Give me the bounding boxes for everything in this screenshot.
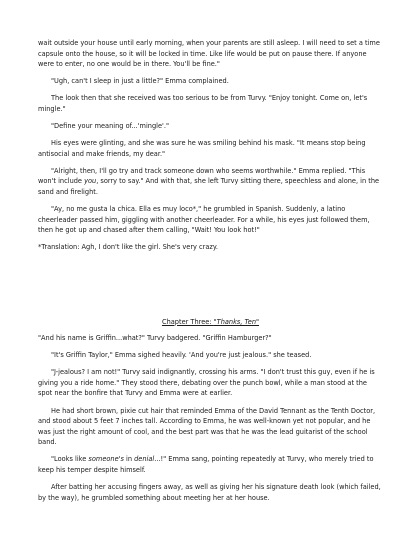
paragraph-enjoy-tonight: The look then that she received was too serious to be from Turvy. "Enjoy tonight. Come on, let's mingle." — [38, 94, 368, 113]
paragraph-emma-leaves: "Alright, then, I'll go try and track someone down who seems worthwhile." Emma replied. "This won't include you, sorry to say." And with that, she left Turvy sitting there, speechless and alone, in the sand and firelight. — [38, 166, 380, 197]
paragraph-translation-note: *Translation: Agh, I don't like the girl. She's very crazy. — [38, 243, 218, 252]
paragraph-emma-complains: "Ugh, can't I sleep in just a little?" Emma complained. — [51, 77, 229, 86]
chapter-heading-prefix: Chapter Three: — [161, 317, 214, 326]
paragraph-jealous: "J-jealous? I am not!" Turvy said indignantly, crossing his arms. "I don't trust this guy, even if he is giving you a ride home." They stood there, debating over the punch bowl, while a man stood at the spot near the bonfire that Turvy and Emma were at earlier. — [38, 368, 375, 398]
paragraph-define-mingle: "Define your meaning of...'mingle'." — [51, 122, 169, 131]
paragraph-griffin-what: "And his name is Griffin...what?" Turvy badgered. "Griffin Hamburger?" — [38, 334, 272, 343]
paragraph-death-look: After batting her accusing fingers away, as well as giving her his signature death look (which failed, by the way), he grumbled something about meeting her at her house. — [38, 483, 381, 502]
paragraph-griffin-taylor: "It's Griffin Taylor," Emma sighed heavily. 'And you're just jealous." she teased. — [51, 351, 312, 360]
paragraph-description: He had short brown, pixie cut hair that reminded Emma of the David Tennant as the Tenth Doctor, and stood about 5 feet 7 inches tall. According to Emma, he was well-known yet not popular, and he was just the right amount of cool, and the best part was that he was the lead guitarist of the school band. — [38, 406, 376, 447]
chapter-heading-title: "Thanks, Ten" — [213, 317, 260, 326]
paragraph-eyes-glinting: His eyes were glinting, and she was sure he was smiling behind his mask. "It means stop being antisocial and make friends, my dear." — [38, 139, 366, 158]
paragraph-denial: "Looks like someone's in denial...!" Emma sang, pointing repeatedly at Turvy, who merely tried to keep his temper despite himself. — [38, 455, 374, 475]
section-spacer — [38, 260, 383, 317]
paragraph-spanish-line: "Ay, no me gusta la chica. Ella es muy loco*," he grumbled in Spanish. Suddenly, a latino cheerleader passed him, giggling with another cheerleader. For a while, his eyes just followed them, then he got up and chased after them calling, "Wait! You look hot!" — [38, 205, 370, 235]
story-section-two — [38, 333, 383, 503]
story-section-one — [38, 38, 383, 253]
paragraph-continuation: wait outside your house until early morning, when your parents are still asleep. I will need to set a time capsule onto the house, so it will be locked in time. Like life would be put on pause there. If anyone were to enter, no one would be in there. You'll be fine." — [38, 39, 380, 69]
chapter-heading — [38, 317, 383, 328]
